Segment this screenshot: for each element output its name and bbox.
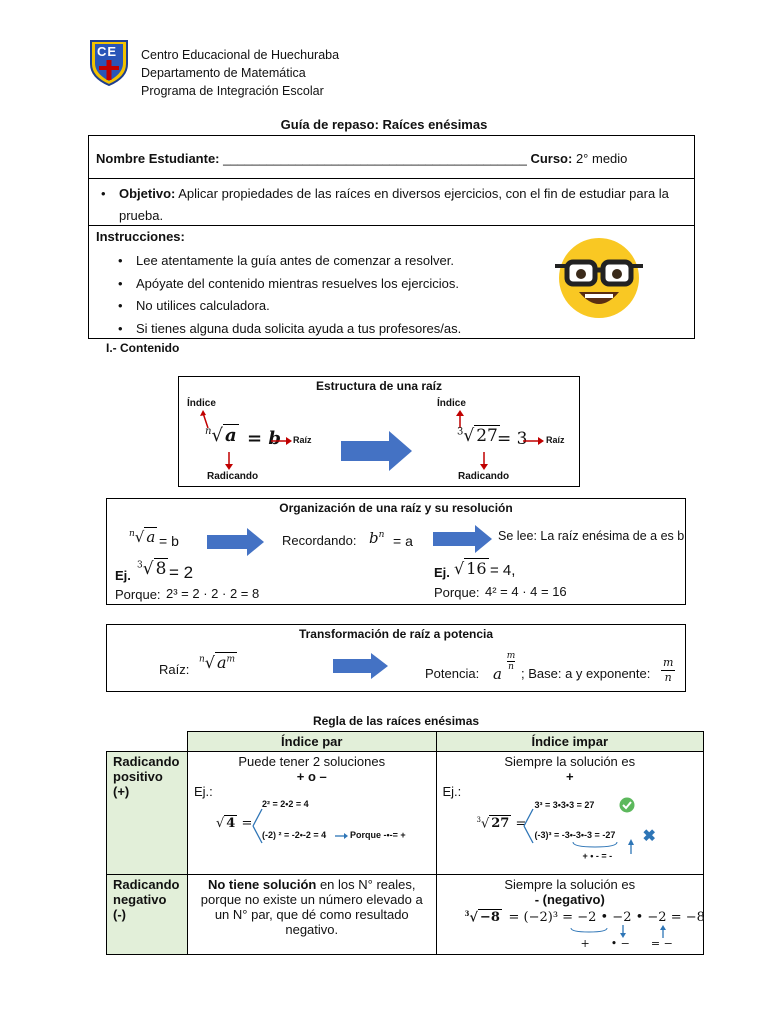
radicand-label: Radicando bbox=[207, 471, 259, 482]
cross-icon: ✖ bbox=[642, 828, 656, 845]
instruction-item: • Si tienes alguna duda solicita ayuda a tus profesores/as. bbox=[114, 318, 461, 341]
department-name: Departamento de Matemática bbox=[141, 66, 306, 80]
fraction-m-over-n: m n bbox=[663, 656, 674, 684]
example-label: Ej. bbox=[115, 568, 131, 583]
column-header: Índice impar bbox=[436, 732, 704, 752]
check-icon bbox=[619, 797, 635, 813]
table-cell: No tiene solución en los N° reales, porque no existe un número elevado a un N° par, que dé como resultado negativo. bbox=[187, 875, 436, 955]
table-cell: Puede tener 2 soluciones + o – Ej.: √ 4 = 2² = 2•2 = 4 (-2) ² = -2•-2 = 4 Porque -•-= + bbox=[187, 752, 436, 875]
square-root-4: √ 4 = bbox=[215, 816, 253, 831]
recordando-result: = a bbox=[393, 533, 413, 549]
cube-root-27: $^3$√ 27 bbox=[457, 426, 498, 446]
example-label: Ej. bbox=[434, 565, 450, 580]
rule-table-title: Regla de las raíces enésimas bbox=[312, 714, 480, 728]
porque-label: Porque: bbox=[115, 587, 161, 602]
objective-item: • Objetivo: Aplicar propiedades de las raíces en diversos ejercicios, con el fin de estudiar para la prueba. bbox=[97, 183, 687, 227]
big-arrow-icon bbox=[341, 431, 413, 471]
b-power-n: $b^n$ bbox=[369, 529, 385, 547]
course-value: 2° medio bbox=[575, 151, 628, 166]
arrow-right-icon bbox=[523, 436, 545, 446]
nerd-emoji-icon bbox=[549, 234, 649, 320]
table-cell: Siempre la solución es - (negativo) $^3$√ −8 = (−2)³ = −2 • −2 • −2 = −8 + • − = − bbox=[436, 875, 704, 955]
name-label: Nombre Estudiante: bbox=[96, 151, 220, 166]
instruction-item: • Apóyate del contenido mientras resuelves los ejercicios. bbox=[114, 273, 461, 296]
a-power-m-over-n: a $\frac{m}{n}$ bbox=[493, 651, 516, 683]
student-info-box bbox=[88, 135, 695, 179]
arrow-right-icon bbox=[271, 436, 293, 446]
instruction-item: • Lee atentamente la guía antes de comenzar a resolver. bbox=[114, 250, 461, 273]
arrow-down-icon bbox=[479, 452, 489, 472]
bracket-icon bbox=[569, 927, 609, 935]
organization-box bbox=[106, 498, 686, 605]
organization-result: = b bbox=[159, 533, 179, 549]
index-label: Índice bbox=[437, 398, 466, 409]
base-exponent-text: ; Base: a y exponente: bbox=[521, 666, 651, 681]
name-field[interactable]: __________________________________________ bbox=[223, 151, 527, 166]
nth-root-a: $^n$√ a bbox=[129, 528, 156, 546]
example-explanation: 4² = 4 · 4 = 16 bbox=[485, 584, 567, 599]
example-result: = 4, bbox=[490, 562, 516, 579]
school-logo bbox=[88, 38, 130, 86]
page-title: Guía de repaso: Raíces enésimas bbox=[280, 117, 488, 132]
cube-root-27: $^3$√ 27 = bbox=[476, 816, 527, 832]
instructions-label: Instrucciones: bbox=[96, 229, 185, 244]
transformation-box bbox=[106, 624, 686, 692]
school-name: Centro Educacional de Huechuraba bbox=[141, 48, 340, 62]
nth-root-a: $^n$√ a bbox=[205, 425, 237, 446]
course-label: Curso: bbox=[530, 151, 573, 166]
recordando-label: Recordando: bbox=[282, 533, 357, 548]
radicand-label: Radicando bbox=[458, 471, 510, 482]
section-heading: I.- Contenido bbox=[106, 341, 180, 355]
branch-icon bbox=[252, 805, 264, 847]
structure-title: Estructura de una raíz bbox=[315, 379, 443, 393]
big-arrow-icon bbox=[433, 525, 493, 553]
row-header: Radicando positivo (+) bbox=[107, 752, 188, 875]
program-name: Programa de Integración Escolar bbox=[141, 84, 324, 98]
nth-root-a-m: $^n$√ $a^m$ bbox=[199, 653, 236, 672]
se-lee-text: Se lee: La raíz enésima de a es b bbox=[498, 529, 685, 543]
table-cell: Siempre la solución es + Ej.: $^3$√ 27 = 3³ = 3•3•3 = 27 (-3)³ = -3•-3•-3 = -27 ✖ + • - = - bbox=[436, 752, 704, 875]
root-label: Raíz bbox=[546, 435, 565, 445]
row-header: Radicando negativo (-) bbox=[107, 875, 188, 955]
formula-result: = 3 bbox=[497, 429, 528, 449]
transformation-title: Transformación de raíz a potencia bbox=[298, 627, 494, 641]
arrow-down-icon bbox=[224, 452, 234, 472]
instructions-box bbox=[88, 225, 695, 339]
big-arrow-icon bbox=[333, 653, 389, 679]
big-arrow-icon bbox=[207, 528, 265, 556]
porque-label: Porque: bbox=[434, 585, 480, 600]
example-explanation: 2³ = 2 · 2 · 2 = 8 bbox=[166, 586, 260, 601]
organization-title: Organización de una raíz y su resolución bbox=[279, 501, 513, 515]
example-result: = 2 bbox=[169, 563, 194, 582]
branch-icon bbox=[523, 805, 535, 847]
objective-box bbox=[88, 178, 695, 226]
potencia-label: Potencia: bbox=[425, 666, 480, 681]
arrow-up-icon bbox=[627, 839, 635, 855]
logo-text: CE bbox=[97, 44, 118, 59]
index-label: Índice bbox=[187, 398, 216, 409]
structure-box bbox=[178, 376, 580, 487]
rule-table bbox=[106, 731, 704, 955]
raiz-label: Raíz: bbox=[159, 662, 190, 677]
instruction-item: • No utilices calculadora. bbox=[114, 295, 461, 318]
bracket-icon bbox=[571, 841, 621, 851]
cube-root-8: $^3$√ 8 bbox=[137, 559, 167, 579]
formula-result: = b bbox=[247, 428, 281, 449]
root-label: Raíz bbox=[293, 435, 312, 445]
column-header: Índice par bbox=[187, 732, 436, 752]
cube-root-minus-8: $^3$√ −8 bbox=[464, 909, 500, 926]
square-root-16: √ 16 bbox=[454, 559, 487, 578]
arrow-right-icon bbox=[335, 832, 349, 840]
